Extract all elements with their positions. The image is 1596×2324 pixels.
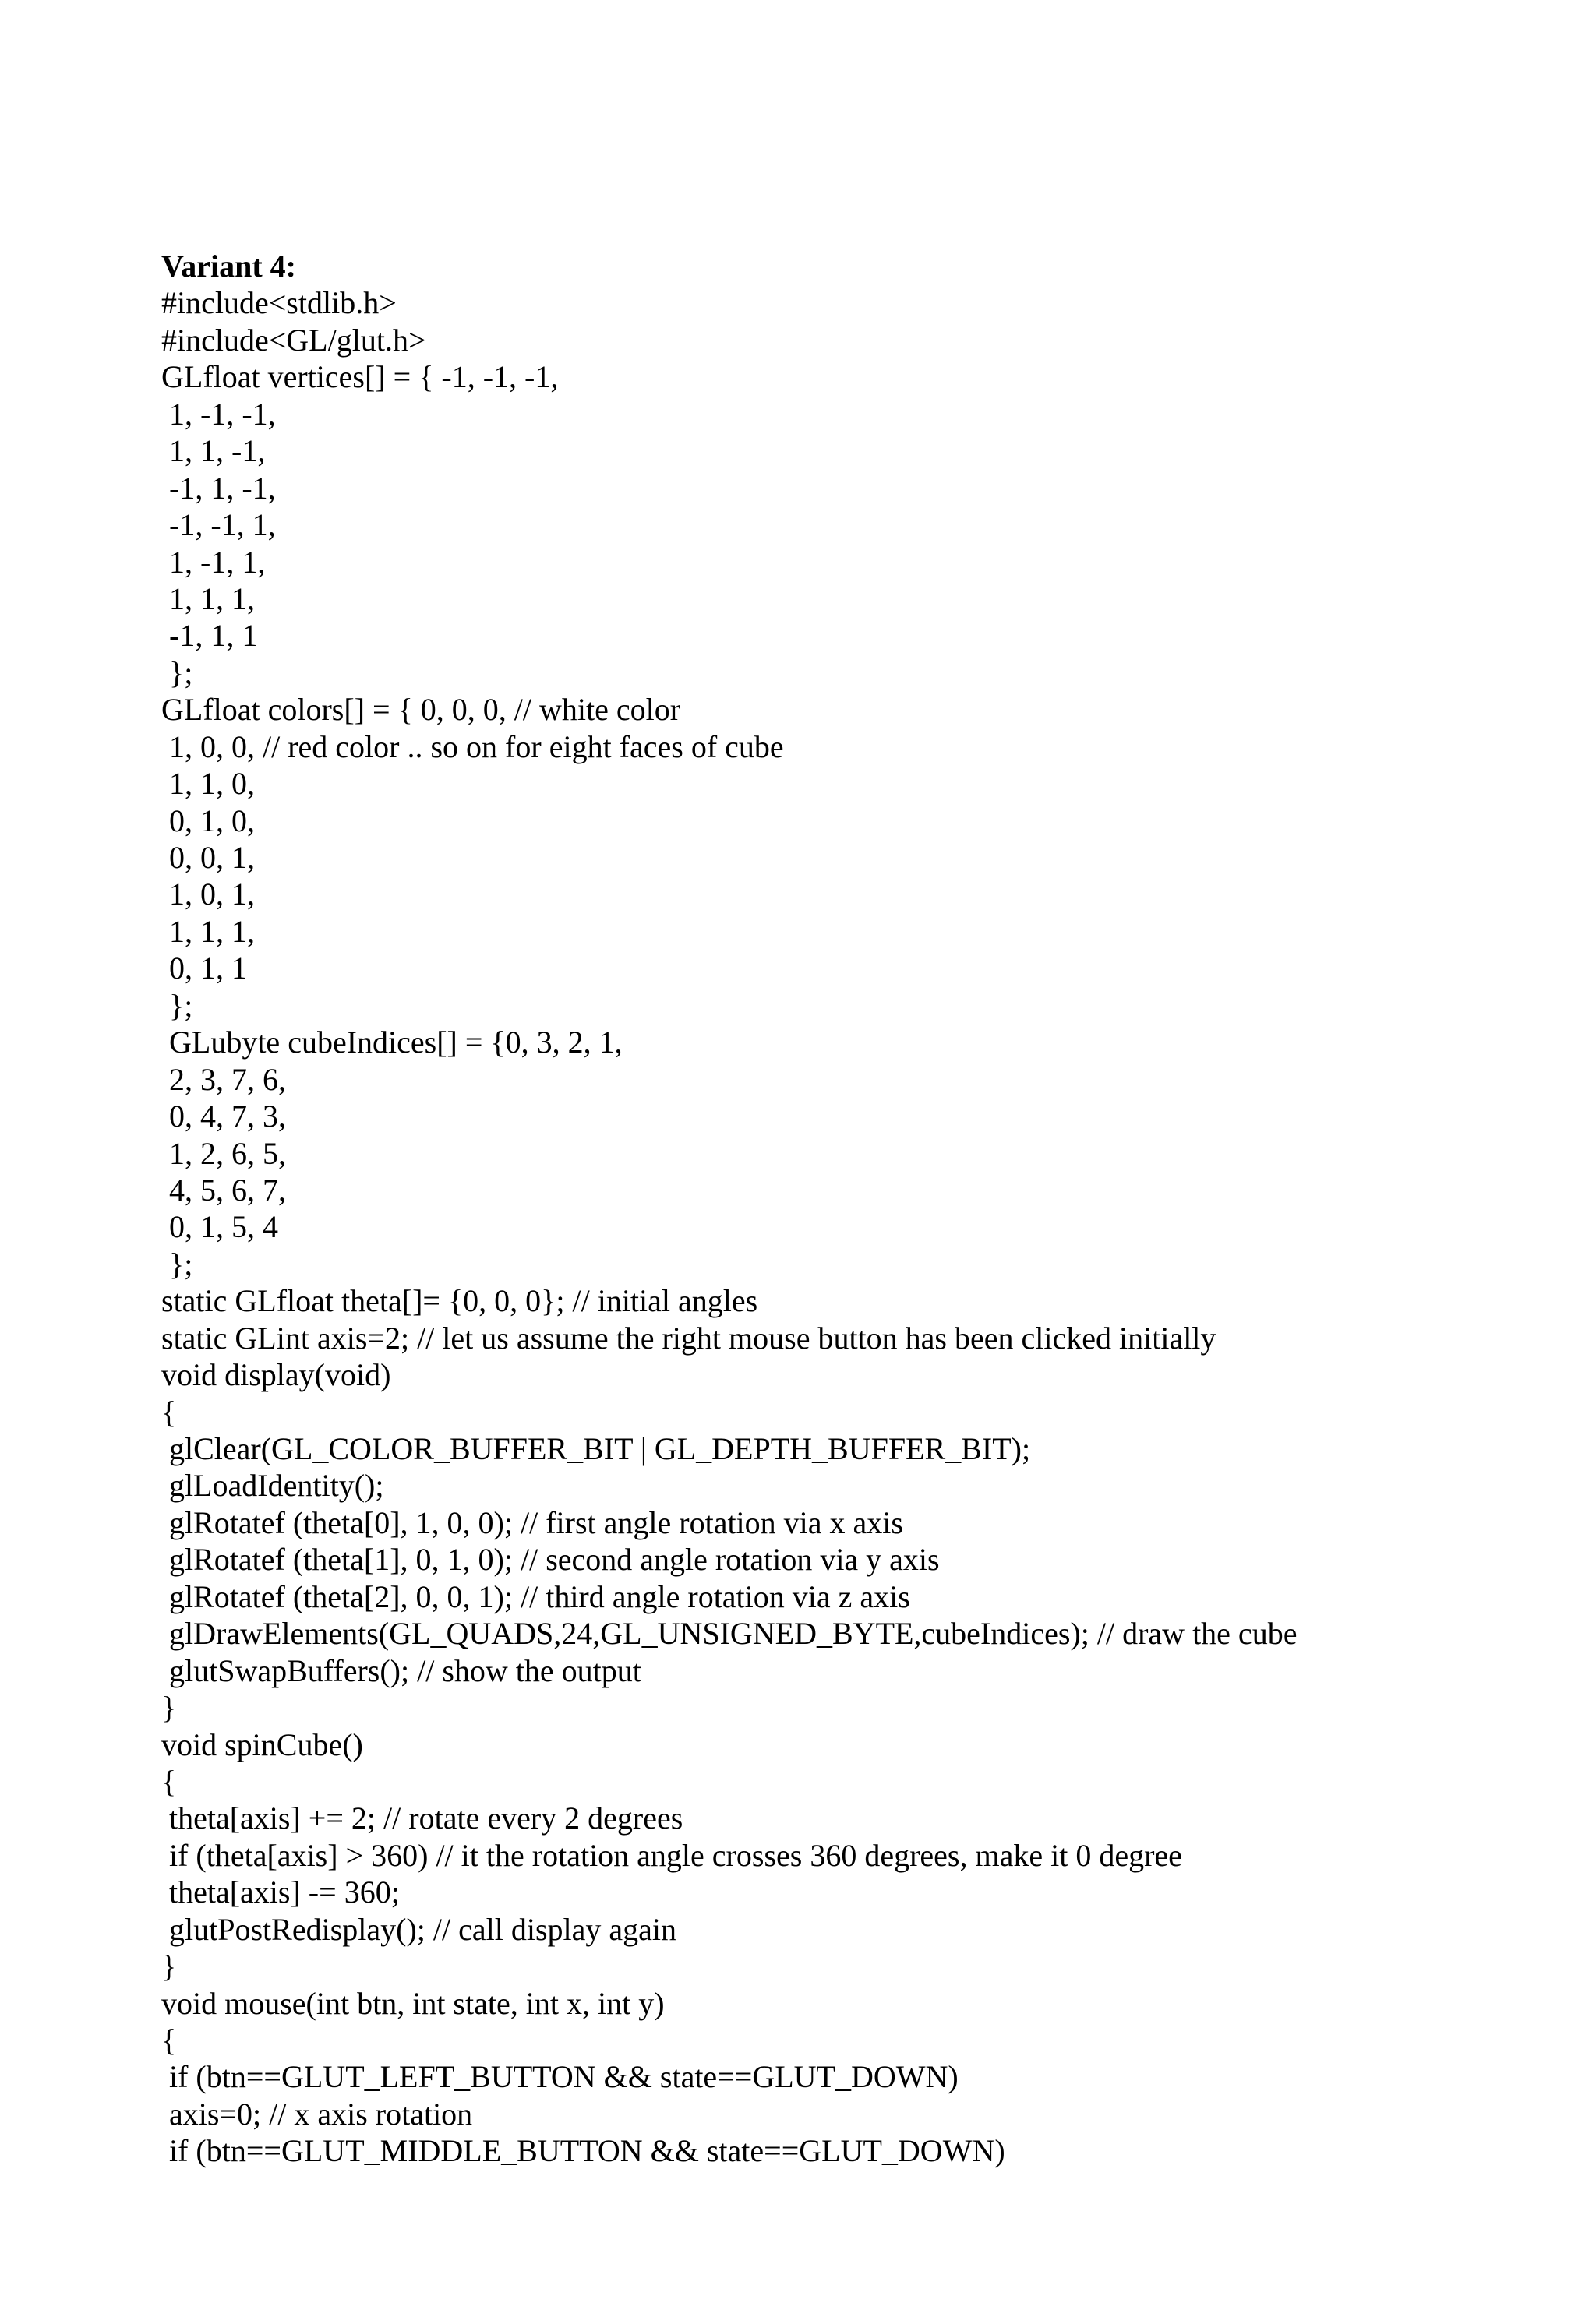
code-line: } [161, 1948, 177, 1984]
code-line: 1, 1, -1, [161, 433, 266, 469]
code-line: #include<GL/glut.h> [161, 322, 426, 358]
code-line: }; [161, 654, 193, 690]
code-line: 4, 5, 6, 7, [161, 1172, 286, 1208]
code-line: 1, -1, 1, [161, 544, 266, 580]
code-line: glRotatef (theta[2], 0, 0, 1); // third angle rotation via z axis [161, 1578, 910, 1614]
code-line: if (btn==GLUT_MIDDLE_BUTTON && state==GLUT_DOWN) [161, 2133, 1005, 2169]
code-line: 1, 1, 1, [161, 913, 255, 949]
code-line: -1, 1, -1, [161, 470, 276, 506]
code-line: 1, 1, 0, [161, 766, 255, 802]
code-line: theta[axis] -= 360; [161, 1874, 400, 1910]
code-line: 1, 2, 6, 5, [161, 1135, 286, 1171]
code-line: { [161, 1394, 177, 1430]
code-lines [161, 284, 1533, 2169]
code-line: GLfloat vertices[] = { -1, -1, -1, [161, 359, 559, 395]
variant-heading: Variant 4: [161, 249, 296, 284]
code-line: glRotatef (theta[1], 0, 1, 0); // second angle rotation via y axis [161, 1542, 940, 1578]
code-line: static GLfloat theta[]= {0, 0, 0}; // initial angles [161, 1283, 758, 1319]
code-line: -1, 1, 1 [161, 618, 258, 654]
code-line: 0, 1, 5, 4 [161, 1209, 278, 1245]
code-line: 1, 0, 0, // red color .. so on for eight faces of cube [161, 728, 784, 764]
code-line: }; [161, 987, 193, 1023]
code-line: } [161, 1690, 177, 1726]
code-line: glRotatef (theta[0], 1, 0, 0); // first angle rotation via x axis [161, 1504, 903, 1540]
code-line: axis=0; // x axis rotation [161, 2096, 473, 2132]
code-line: 2, 3, 7, 6, [161, 1061, 286, 1097]
code-line: void spinCube() [161, 1726, 363, 1762]
code-line: 1, -1, -1, [161, 396, 276, 432]
code-line: 0, 4, 7, 3, [161, 1099, 286, 1134]
code-line: glLoadIdentity(); [161, 1468, 384, 1504]
code-line: glutSwapBuffers(); // show the output [161, 1652, 641, 1688]
code-listing [161, 248, 1533, 2170]
code-line: GLfloat colors[] = { 0, 0, 0, // white color [161, 692, 681, 728]
code-line: glutPostRedisplay(); // call display again [161, 1911, 677, 1947]
code-line: 0, 1, 1 [161, 950, 247, 986]
code-line: if (btn==GLUT_LEFT_BUTTON && state==GLUT_DOWN) [161, 2059, 959, 2095]
code-line: glDrawElements(GL_QUADS,24,GL_UNSIGNED_BYTE,cubeIndices); // draw the cube [161, 1616, 1298, 1652]
code-line: { [161, 2022, 177, 2058]
code-line: glClear(GL_COLOR_BUFFER_BIT | GL_DEPTH_BUFFER_BIT); [161, 1431, 1031, 1466]
code-line: 1, 1, 1, [161, 580, 255, 616]
code-line: 0, 0, 1, [161, 840, 255, 875]
code-line: }; [161, 1246, 193, 1282]
code-line: -1, -1, 1, [161, 507, 276, 543]
code-line: void mouse(int btn, int state, int x, int y) [161, 1985, 665, 2021]
code-line: if (theta[axis] > 360) // it the rotation angle crosses 360 degrees, make it 0 degree [161, 1837, 1182, 1873]
code-line: { [161, 1763, 177, 1799]
code-line: void display(void) [161, 1357, 391, 1393]
code-line: static GLint axis=2; // let us assume the right mouse button has been clicked initially [161, 1320, 1216, 1356]
code-line: GLubyte cubeIndices[] = {0, 3, 2, 1, [161, 1024, 623, 1060]
code-line: 1, 0, 1, [161, 876, 255, 912]
code-line: 0, 1, 0, [161, 802, 255, 838]
code-line: theta[axis] += 2; // rotate every 2 degrees [161, 1800, 683, 1836]
code-line: #include<stdlib.h> [161, 285, 397, 321]
